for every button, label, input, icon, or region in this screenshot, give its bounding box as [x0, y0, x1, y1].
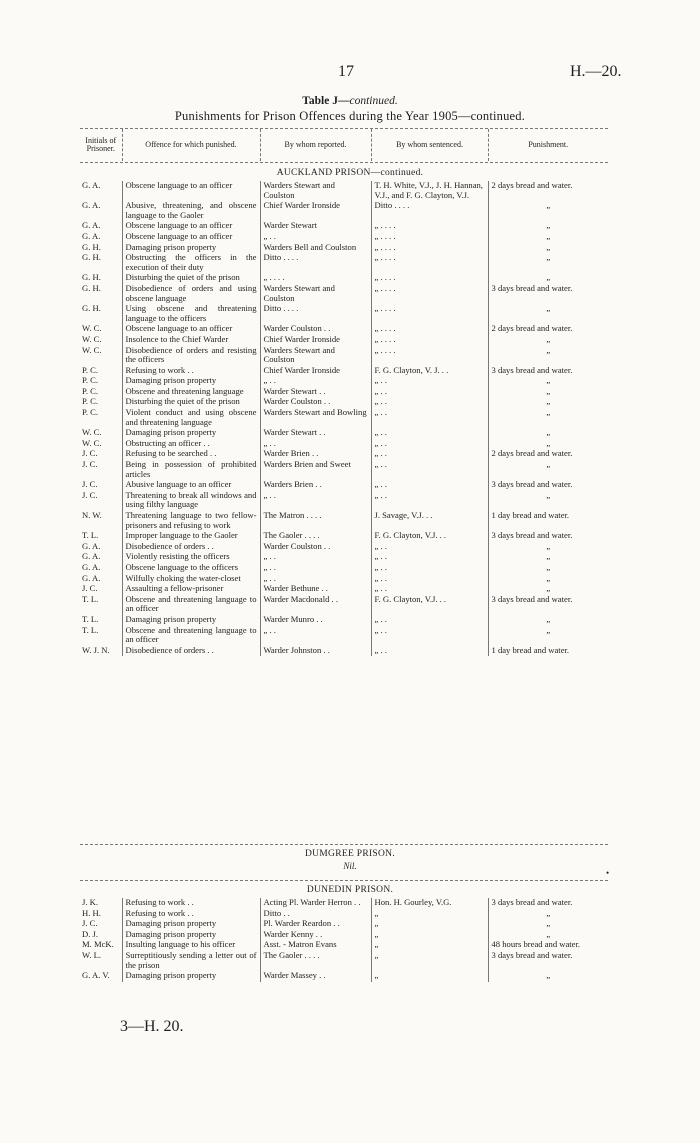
cell-initials: P. C. — [82, 385, 99, 396]
cell-offence: Using obscene and threatening language to the officers — [122, 304, 260, 324]
cell-punishment: „ — [488, 909, 608, 920]
cell-initials: W. C. — [82, 333, 102, 344]
cell-punishment: „ — [488, 626, 608, 646]
cell-offence: Obscene language to an officer — [122, 181, 260, 201]
cell-offence: Disturbing the quiet of the prison — [122, 397, 260, 408]
cell-sentenced-by: „ . . . . — [371, 232, 488, 243]
cell-reported-by: Pl. Warder Reardon . . — [260, 919, 371, 930]
cell-reported-by: Warder Stewart . . — [260, 428, 371, 439]
cell-initials: G. A. — [82, 230, 101, 241]
cell-punishment: 3 days bread and water. — [488, 531, 608, 542]
cell-offence: Improper language to the Gaoler — [122, 531, 260, 542]
cell-offence: Damaging prison property — [122, 615, 260, 626]
cell-sentenced-by: „ — [371, 951, 488, 971]
table-title: Table J—continued. — [302, 95, 398, 107]
cell-initials: W. C. — [82, 427, 102, 438]
cell-sentenced-by: „ . . . . — [371, 346, 488, 366]
cell-sentenced-by: „ . . — [371, 574, 488, 585]
document-reference: H.—20. — [570, 63, 622, 80]
cell-offence: Damaging prison property — [122, 376, 260, 387]
cell-offence: Violently resisting the officers — [122, 552, 260, 563]
cell-sentenced-by: „ . . — [371, 552, 488, 563]
cell-offence: Being in possession of prohibited articles — [122, 460, 260, 480]
cell-reported-by: Warders Bell and Coulston — [260, 243, 371, 254]
cell-sentenced-by: „ . . . . — [371, 324, 488, 335]
cell-punishment: „ — [488, 387, 608, 398]
cell-initials: P. C. — [82, 364, 99, 375]
cell-punishment: „ — [488, 232, 608, 243]
dunedin-offences-table — [80, 898, 608, 982]
cell-sentenced-by: T. H. White, V.J., J. H. Hannan, V.J., and F. G. Clayton, V.J. — [371, 181, 488, 201]
cell-reported-by: Warder Bethune . . — [260, 584, 371, 595]
section-divider — [80, 880, 608, 881]
cell-reported-by: „ . . — [260, 491, 371, 511]
cell-offence: Insulting language to his officer — [122, 940, 260, 951]
cell-initials: J. K. — [82, 897, 98, 907]
cell-punishment: „ — [488, 919, 608, 930]
cell-initials: W. C. — [82, 323, 102, 334]
cell-sentenced-by: „ . . . . — [371, 243, 488, 254]
cell-sentenced-by: „ . . — [371, 439, 488, 450]
cell-initials: J. C. — [82, 489, 98, 500]
cell-punishment: 1 day bread and water. — [488, 511, 608, 531]
table-row — [80, 304, 608, 324]
cell-offence: Disobedience of orders and using obscene language — [122, 284, 260, 304]
cell-punishment: „ — [488, 584, 608, 595]
cell-reported-by: The Matron . . . . — [260, 511, 371, 531]
table-row — [80, 201, 608, 221]
cell-sentenced-by: „ — [371, 971, 488, 982]
cell-initials: N. W. — [82, 510, 102, 520]
cell-sentenced-by: „ . . . . — [371, 304, 488, 324]
cell-initials: G. A. V. — [82, 970, 110, 981]
cell-initials: G. A. — [82, 200, 101, 211]
cell-offence: Surreptitiously sending a letter out of the prison — [122, 951, 260, 971]
cell-reported-by: „ . . — [260, 552, 371, 563]
table-row — [80, 232, 608, 243]
cell-sentenced-by: „ . . — [371, 428, 488, 439]
cell-punishment: „ — [488, 304, 608, 324]
cell-offence: Obscene language to the officers — [122, 563, 260, 574]
cell-offence: Abusive, threatening, and obscene language to the Gaoler — [122, 201, 260, 221]
cell-initials: M. McK. — [82, 939, 114, 950]
cell-punishment: „ — [488, 930, 608, 941]
cell-initials: G. A. — [82, 220, 101, 231]
cell-reported-by: Ditto . . — [260, 909, 371, 920]
table-row — [80, 346, 608, 366]
cell-punishment: 3 days bread and water. — [488, 951, 608, 971]
cell-punishment: 3 days bread and water. — [488, 284, 608, 304]
page-number: 17 — [338, 63, 354, 80]
cell-reported-by: Acting Pl. Warder Herron . . — [260, 898, 371, 909]
cell-punishment: 3 days bread and water. — [488, 480, 608, 491]
section-note-dumgree: Nil. — [343, 861, 357, 871]
cell-reported-by: Chief Warder Ironside — [260, 335, 371, 346]
cell-reported-by: Warder Stewart — [260, 221, 371, 232]
column-header-offence: Offence for which punished. — [122, 129, 260, 161]
cell-reported-by: Chief Warder Ironside — [260, 201, 371, 221]
cell-punishment: „ — [488, 542, 608, 553]
cell-sentenced-by: Ditto . . . . — [371, 201, 488, 221]
cell-punishment: 2 days bread and water. — [488, 449, 608, 460]
cell-offence: Abusive language to an officer — [122, 480, 260, 491]
cell-initials: H. H. — [82, 907, 101, 918]
cell-punishment: „ — [488, 253, 608, 273]
cell-offence: Damaging prison property — [122, 971, 260, 982]
cell-sentenced-by: J. Savage, V.J. . . — [371, 511, 488, 531]
cell-sentenced-by: „ . . — [371, 646, 488, 657]
cell-offence: Threatening language to two fellow-prisoners and refusing to work — [122, 511, 260, 531]
cell-initials: G. H. — [82, 303, 101, 314]
cell-offence: Disobedience of orders . . — [122, 646, 260, 657]
cell-offence: Refusing to work . . — [122, 898, 260, 909]
table-row — [80, 408, 608, 428]
cell-sentenced-by: „ . . — [371, 376, 488, 387]
cell-offence: Obscene language to an officer — [122, 324, 260, 335]
cell-sentenced-by: „ . . . . — [371, 273, 488, 284]
cell-punishment: „ — [488, 408, 608, 428]
cell-sentenced-by: F. G. Clayton, V.J. . . — [371, 595, 488, 615]
cell-punishment: 3 days bread and water. — [488, 595, 608, 615]
cell-initials: W. C. — [82, 437, 102, 448]
cell-sentenced-by: „ . . — [371, 615, 488, 626]
cell-punishment: „ — [488, 563, 608, 574]
cell-offence: Obscene and threatening language — [122, 387, 260, 398]
cell-sentenced-by: „ . . . . — [371, 335, 488, 346]
table-row — [80, 615, 608, 626]
section-title-auckland: AUCKLAND PRISON—continued. — [276, 168, 424, 178]
column-header-initials: Initials of Prisoner. — [85, 135, 117, 153]
cell-sentenced-by: „ . . — [371, 584, 488, 595]
cell-reported-by: Warder Johnston . . — [260, 646, 371, 657]
table-row — [80, 563, 608, 574]
cell-sentenced-by: „ — [371, 940, 488, 951]
cell-punishment: „ — [488, 615, 608, 626]
cell-punishment: „ — [488, 397, 608, 408]
cell-reported-by: „ . . — [260, 439, 371, 450]
cell-punishment: 2 days bread and water. — [488, 324, 608, 335]
table-row — [80, 626, 608, 646]
cell-sentenced-by: „ . . — [371, 542, 488, 553]
cell-offence: Damaging prison property — [122, 428, 260, 439]
table-row — [80, 335, 608, 346]
cell-offence: Disturbing the quiet of the prison — [122, 273, 260, 284]
cell-initials: P. C. — [82, 396, 99, 407]
cell-initials: T. L. — [82, 530, 99, 541]
table-row — [80, 253, 608, 273]
cell-punishment: „ — [488, 574, 608, 585]
cell-offence: Obscene and threatening language to an officer — [122, 626, 260, 646]
cell-punishment: 2 days bread and water. — [488, 181, 608, 201]
table-row — [80, 951, 608, 971]
cell-reported-by: „ . . — [260, 376, 371, 387]
stray-mark: • — [606, 868, 610, 878]
table-row — [80, 181, 608, 201]
cell-initials: W. C. — [82, 344, 102, 355]
cell-reported-by: Ditto . . . . — [260, 304, 371, 324]
cell-initials: G. A. — [82, 572, 101, 583]
table-row — [80, 595, 608, 615]
cell-sentenced-by: „ — [371, 909, 488, 920]
cell-punishment: „ — [488, 335, 608, 346]
cell-offence: Assaulting a fellow-prisoner — [122, 584, 260, 595]
cell-offence: Obstructing the officers in the execution of their duty — [122, 253, 260, 273]
cell-sentenced-by: Hon. H. Gourley, V.G. — [371, 898, 488, 909]
table-row — [80, 491, 608, 511]
cell-initials: W. J. N. — [82, 644, 110, 655]
cell-initials: P. C. — [82, 407, 99, 418]
table-row — [80, 460, 608, 480]
column-headers — [80, 129, 608, 161]
cell-reported-by: Asst. - Matron Evans — [260, 940, 371, 951]
cell-reported-by: The Gaoler . . . . — [260, 951, 371, 971]
cell-initials: G. H. — [82, 252, 101, 263]
cell-reported-by: „ . . — [260, 626, 371, 646]
cell-initials: T. L. — [82, 624, 99, 635]
table-subtitle: Punishments for Prison Offences during the Year 1905—continued. — [174, 109, 526, 123]
cell-initials: G. H. — [82, 241, 101, 252]
cell-initials: T. L. — [82, 613, 99, 624]
section-title-dunedin: DUNEDIN PRISON. — [306, 885, 394, 895]
cell-offence: Disobedience of orders and resisting the officers — [122, 346, 260, 366]
section-title-dumgree: DUMGREE PRISON. — [304, 849, 395, 859]
cell-reported-by: The Gaoler . . . . — [260, 531, 371, 542]
cell-sentenced-by: „ . . — [371, 460, 488, 480]
cell-reported-by: Warder Coulston . . — [260, 542, 371, 553]
column-header-reported: By whom reported. — [260, 129, 371, 161]
cell-reported-by: Warders Stewart and Coulston — [260, 346, 371, 366]
cell-initials: G. A. — [82, 180, 101, 190]
cell-reported-by: Warders Stewart and Bowling — [260, 408, 371, 428]
cell-reported-by: Warders Brien and Sweet — [260, 460, 371, 480]
cell-punishment: „ — [488, 428, 608, 439]
cell-offence: Refusing to be searched . . — [122, 449, 260, 460]
table-row — [80, 971, 608, 982]
cell-punishment: „ — [488, 346, 608, 366]
cell-offence: Damaging prison property — [122, 919, 260, 930]
cell-reported-by: Warder Brien . . — [260, 449, 371, 460]
cell-sentenced-by: „ . . — [371, 408, 488, 428]
cell-offence: Refusing to work . . — [122, 366, 260, 377]
cell-punishment: 48 hours bread and water. — [488, 940, 608, 951]
cell-reported-by: Warder Coulston . . — [260, 397, 371, 408]
cell-reported-by: „ . . — [260, 574, 371, 585]
cell-initials: J. C. — [82, 459, 98, 470]
auckland-offences-table — [80, 181, 608, 656]
cell-punishment: „ — [488, 201, 608, 221]
table-row — [80, 898, 608, 909]
cell-sentenced-by: „ — [371, 930, 488, 941]
column-header-punishment: Punishment. — [488, 129, 608, 161]
cell-initials: W. L. — [82, 949, 102, 960]
cell-punishment: 3 days bread and water. — [488, 898, 608, 909]
header-bottom-rule — [80, 162, 608, 163]
cell-sentenced-by: „ . . — [371, 563, 488, 574]
cell-reported-by: Ditto . . . . — [260, 253, 371, 273]
cell-offence: Obscene language to an officer — [122, 221, 260, 232]
cell-sentenced-by: „ . . . . — [371, 284, 488, 304]
cell-offence: Wilfully choking the water-closet — [122, 574, 260, 585]
cell-reported-by: Warders Stewart and Coulston — [260, 181, 371, 201]
column-header-sentenced: By whom sentenced. — [371, 129, 488, 161]
table-row — [80, 646, 608, 657]
cell-offence: Obscene language to an officer — [122, 232, 260, 243]
cell-initials: G. A. — [82, 540, 101, 551]
cell-reported-by: Warder Stewart . . — [260, 387, 371, 398]
cell-offence: Damaging prison property — [122, 930, 260, 941]
cell-reported-by: „ . . — [260, 563, 371, 574]
cell-reported-by: Warders Brien . . — [260, 480, 371, 491]
cell-punishment: 3 days bread and water. — [488, 366, 608, 377]
cell-initials: G. A. — [82, 561, 101, 572]
cell-initials: T. L. — [82, 593, 99, 604]
cell-offence: Insolence to the Chief Warder — [122, 335, 260, 346]
cell-punishment: „ — [488, 273, 608, 284]
cell-reported-by: Warder Kenny . . — [260, 930, 371, 941]
cell-punishment: „ — [488, 439, 608, 450]
cell-punishment: „ — [488, 552, 608, 563]
cell-punishment: „ — [488, 243, 608, 254]
cell-punishment: „ — [488, 971, 608, 982]
cell-reported-by: Warder Coulston . . — [260, 324, 371, 335]
cell-sentenced-by: „ . . — [371, 387, 488, 398]
footer-signature: 3—H. 20. — [120, 1018, 184, 1035]
cell-initials: J. C. — [82, 918, 98, 929]
cell-reported-by: Chief Warder Ironside — [260, 366, 371, 377]
cell-initials: J. C. — [82, 583, 98, 594]
cell-offence: Damaging prison property — [122, 243, 260, 254]
cell-initials: J. C. — [82, 479, 98, 490]
cell-sentenced-by: „ . . — [371, 449, 488, 460]
cell-offence: Disobedience of orders . . — [122, 542, 260, 553]
table-row — [80, 511, 608, 531]
cell-offence: Violent conduct and using obscene and threatening language — [122, 408, 260, 428]
cell-sentenced-by: „ . . — [371, 480, 488, 491]
cell-punishment: 1 day bread and water. — [488, 646, 608, 657]
cell-sentenced-by: „ . . . . — [371, 221, 488, 232]
cell-sentenced-by: „ . . — [371, 397, 488, 408]
cell-initials: G. H. — [82, 282, 101, 293]
cell-initials: D. J. — [82, 928, 98, 939]
cell-punishment: „ — [488, 221, 608, 232]
cell-reported-by: Warder Massey . . — [260, 971, 371, 982]
cell-sentenced-by: „ — [371, 919, 488, 930]
cell-reported-by: Warders Stewart and Coulston — [260, 284, 371, 304]
cell-initials: G. H. — [82, 272, 101, 283]
cell-sentenced-by: „ . . — [371, 491, 488, 511]
cell-reported-by: Warder Macdonald . . — [260, 595, 371, 615]
cell-offence: Refusing to work . . — [122, 909, 260, 920]
cell-sentenced-by: „ . . . . — [371, 253, 488, 273]
cell-offence: Obstructing an officer . . — [122, 439, 260, 450]
table-row — [80, 284, 608, 304]
cell-reported-by: Warder Munro . . — [260, 615, 371, 626]
cell-punishment: „ — [488, 376, 608, 387]
cell-initials: G. A. — [82, 551, 101, 562]
cell-offence: Obscene and threatening language to an officer — [122, 595, 260, 615]
section-divider — [80, 844, 608, 845]
cell-initials: P. C. — [82, 375, 99, 386]
cell-punishment: „ — [488, 460, 608, 480]
cell-reported-by: „ . . . . — [260, 273, 371, 284]
cell-sentenced-by: F. G. Clayton, V. J. . . — [371, 366, 488, 377]
cell-reported-by: „ . . — [260, 232, 371, 243]
cell-initials: J. C. — [82, 448, 98, 459]
cell-punishment: „ — [488, 491, 608, 511]
cell-offence: Threatening to break all windows and using filthy language — [122, 491, 260, 511]
cell-sentenced-by: F. G. Clayton, V.J. . . — [371, 531, 488, 542]
cell-sentenced-by: „ . . — [371, 626, 488, 646]
